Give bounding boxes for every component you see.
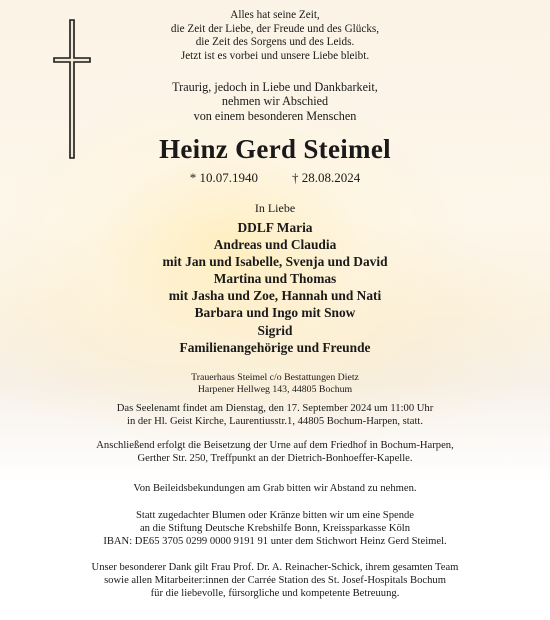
intro-line: von einem besonderen Menschen [193, 108, 357, 123]
intro-line: nehmen wir Abschied [221, 94, 329, 109]
paragraph-line: Statt zugedachter Blumen oder Kränze bitten wir um eine Spende [136, 510, 414, 521]
paragraph-line: Von Beileidsbekundungen am Grab bitten wir Abstand zu nehmen. [133, 483, 417, 494]
paragraph-line: für die liebevolle, fürsorgliche und kompetente Betreuung. [150, 587, 400, 599]
paragraph-line: an die Stiftung Deutsche Krebshilfe Bonn, Kreissparkasse Köln [139, 522, 411, 534]
life-dates [0, 170, 550, 186]
poem-line: die Zeit der Liebe, der Freude und des Glücks, [170, 22, 380, 35]
poem-line: Alles hat seine Zeit, [230, 9, 320, 21]
paragraph-line: Unser besonderer Dank gilt Frau Prof. Dr. A. Reinacher-Schick, ihrem gesamten Team [91, 562, 459, 573]
mourner-line: Andreas und Claudia [213, 237, 337, 253]
donation-paragraph [0, 510, 550, 548]
mourner-line: Sigrid [257, 322, 293, 338]
undertaker-address [0, 372, 550, 396]
paragraph-line: in der Hl. Geist Kirche, Laurentiusstr.1, 44805 Bochum-Harpen, statt. [127, 415, 423, 427]
burial-paragraph [0, 440, 550, 466]
mourners-list [0, 219, 550, 356]
undertaker-line: Trauerhaus Steimel c/o Bestattungen Dietz [191, 372, 359, 383]
mourner-line: mit Jasha und Zoe, Hannah und Nati [168, 288, 382, 304]
paragraph-line: sowie allen Mitarbeiter:innen der Carrée Station des St. Josef-Hospitals Bochum [104, 574, 446, 586]
deceased-name: Heinz Gerd Steimel [159, 134, 391, 164]
poem-line: Jetzt ist es vorbei und unsere Liebe bleibt. [180, 49, 370, 62]
in-liebe-label: In Liebe [254, 201, 296, 215]
intro-text [0, 80, 550, 123]
service-paragraph [0, 403, 550, 429]
paragraph-line: Gerther Str. 250, Treffpunkt an der Dietrich-Bonhoeffer-Kapelle. [137, 452, 413, 464]
birth-date: * 10.07.1940 [189, 170, 258, 185]
mourner-line: mit Jan und Isabelle, Svenja und David [162, 254, 388, 270]
mourner-line: DDLF Maria [237, 220, 313, 235]
paragraph-line: IBAN: DE65 3705 0299 0000 9191 91 unter dem Stichwort Heinz Gerd Steimel. [103, 535, 447, 547]
mourner-line: Barbara und Ingo mit Snow [194, 305, 356, 321]
undertaker-line: Harpener Hellweg 143, 44805 Bochum [197, 384, 353, 396]
paragraph-line: Das Seelenamt findet am Dienstag, den 17. September 2024 um 11:00 Uhr [116, 403, 434, 414]
thanks-paragraph [0, 562, 550, 600]
poem [0, 9, 550, 63]
mourner-line: Martina und Thomas [213, 271, 337, 287]
condolence-paragraph [0, 483, 550, 496]
death-date: † 28.08.2024 [292, 170, 361, 185]
intro-line: Traurig, jedoch in Liebe und Dankbarkeit, [172, 80, 378, 94]
mourner-line: Familienangehörige und Freunde [179, 339, 371, 355]
poem-line: die Zeit des Sorgens und des Leids. [195, 36, 355, 49]
paragraph-line: Anschließend erfolgt die Beisetzung der Urne auf dem Friedhof in Bochum-Harpen, [96, 440, 454, 451]
